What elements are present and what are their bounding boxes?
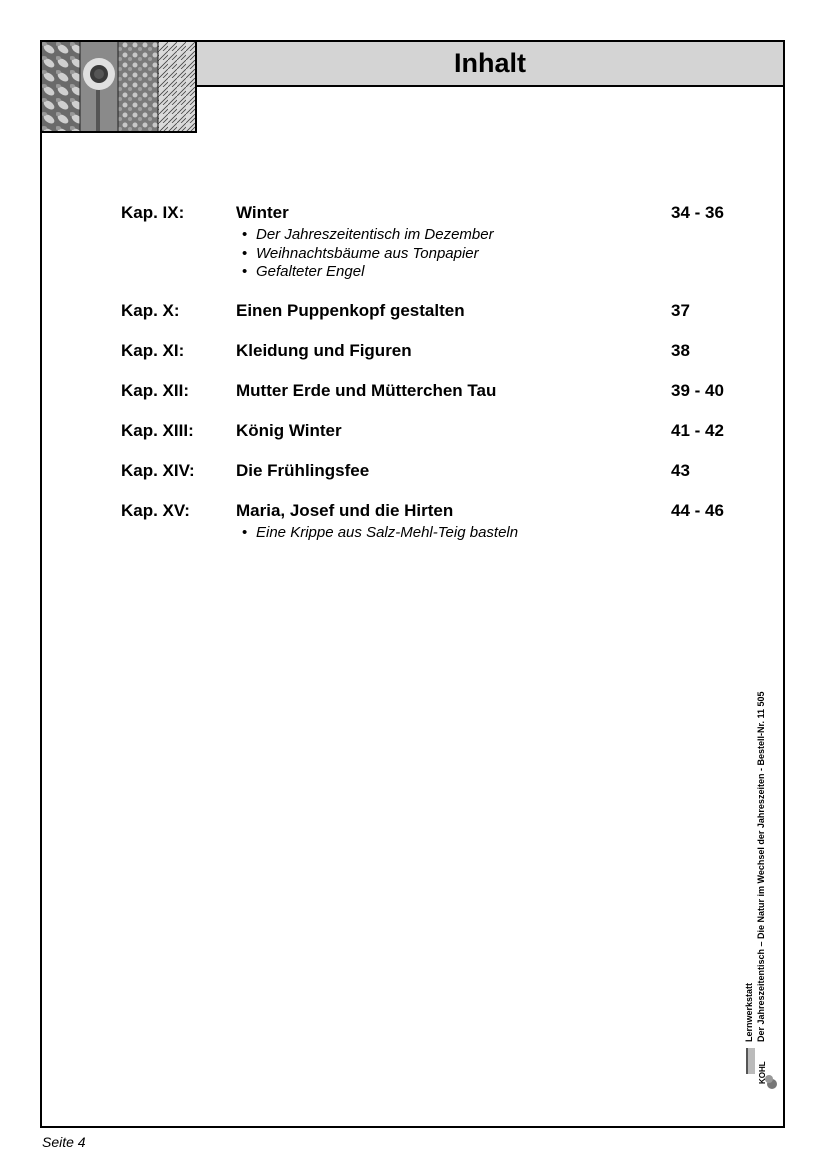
subtopic-item: • Der Jahreszeitentisch im Dezember bbox=[242, 226, 741, 245]
chapter-title: König Winter bbox=[236, 420, 342, 440]
seasons-photo-strip bbox=[40, 40, 197, 133]
chapter-pages: 39 - 40 bbox=[671, 380, 724, 400]
subtopic-item: • Gefalteter Engel bbox=[242, 263, 741, 282]
chapter-number: Kap. XV: bbox=[121, 500, 190, 520]
chapter-title: Die Frühlingsfee bbox=[236, 460, 370, 480]
title-bar bbox=[195, 40, 785, 87]
chapter-subtopics bbox=[121, 226, 741, 282]
chapter-number: Kap. XIV: bbox=[121, 460, 195, 480]
chapter-title: Mutter Erde und Mütterchen Tau bbox=[236, 380, 497, 400]
chapter-number: Kap. X: bbox=[121, 300, 180, 320]
toc-entry-kap-xiii bbox=[121, 421, 741, 442]
subtopic-item: • Weihnachtsbäume aus Tonpapier bbox=[242, 245, 741, 264]
chapter-number: Kap. XII: bbox=[121, 380, 190, 400]
chapter-pages: 43 bbox=[671, 460, 690, 480]
chapter-pages: 38 bbox=[671, 340, 690, 360]
chapter-subtopics bbox=[121, 524, 741, 543]
page-number: Seite 4 bbox=[42, 1134, 86, 1150]
toc-entry-kap-xii bbox=[121, 381, 741, 402]
series-title: Lernwerkstatt bbox=[744, 982, 754, 1042]
chapter-title: Kleidung und Figuren bbox=[236, 340, 412, 360]
publisher-logo-text: KOHL bbox=[758, 1061, 767, 1084]
toc-entry-kap-x bbox=[121, 301, 741, 322]
chapter-number: Kap. XI: bbox=[121, 340, 185, 360]
toc-entry-kap-xiv bbox=[121, 461, 741, 482]
publisher-sidebar bbox=[740, 640, 780, 1090]
chapter-pages: 44 - 46 bbox=[671, 500, 724, 520]
chapter-title: Einen Puppenkopf gestalten bbox=[236, 300, 465, 320]
chapter-pages: 41 - 42 bbox=[671, 420, 724, 440]
toc-entry-kap-xv bbox=[121, 501, 741, 543]
table-of-contents bbox=[121, 203, 741, 561]
chapter-number: Kap. IX: bbox=[121, 203, 185, 222]
book-title: Der Jahreszeitentisch – Die Natur im Wechsel der Jahreszeiten - Bestell-Nr. 11 505 bbox=[756, 691, 766, 1042]
page-title: Inhalt bbox=[454, 48, 526, 78]
chapter-pages: 37 bbox=[671, 300, 690, 320]
seasons-photo-icon bbox=[42, 42, 195, 131]
toc-entry-kap-ix bbox=[121, 203, 741, 282]
chapter-pages: 34 - 36 bbox=[671, 203, 724, 222]
subtopic-item: • Eine Krippe aus Salz-Mehl-Teig basteln bbox=[242, 524, 741, 543]
chapter-number: Kap. XIII: bbox=[121, 420, 194, 440]
toc-entry-kap-xi bbox=[121, 341, 741, 362]
chapter-title: Maria, Josef und die Hirten bbox=[236, 500, 454, 520]
chapter-title: Winter bbox=[236, 203, 289, 222]
